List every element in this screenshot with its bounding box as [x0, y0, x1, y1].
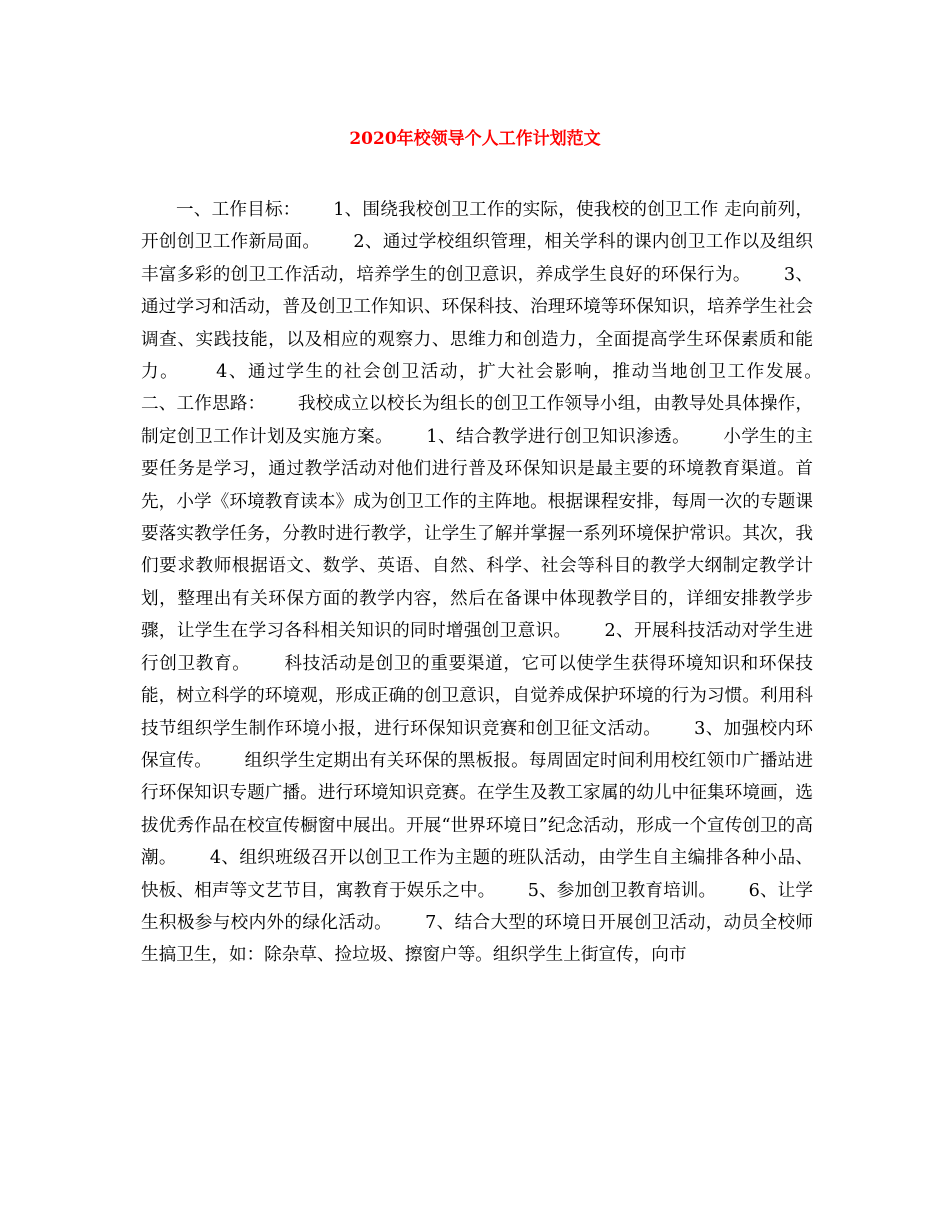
document-title: 2020年校领导个人工作计划范文 — [349, 129, 601, 149]
document-body: 一、工作目标： 1、围绕我校创卫工作的实际，使我校的创卫工作 走向前列，开创创卫工作新局面。 2、通过学校组织管理，相关学科的课内创卫工作以及组织丰富多彩的创卫工作活动，培养学生的创卫意识，养成学生良好的环保行为。 3、通过学习和活动，普及创卫工作知识、环保科技、治理环境等环保知识，培养学生社会调查、实践技能，以及相应的观察力、思维力和创造力，全面提高学生环保素质和能力。 4、通过学生的社会创卫活动，扩大社会影响，推动当地创卫工作发展。 二、工作思路： 我校成立以校长为组长的创卫工作领导小组，由教导处具体操作，制定创卫工作计划及实施方案。 1、结合教学进行创卫知识渗透。 小学生的主要任务是学习，通过教学活动对他们进行普及环保知识是最主要的环境教育渠道。首先，小学《环境教育读本》成为创卫工作的主阵地。根据课程安排，每周一次的专题课要落实教学任务，分教时进行教学，让学生了解并掌握一系列环境保护常识。其次，我们要求教师根据语文、数学、英语、自然、科学、社会等科目的教学大纲制定教学计划，整理出有关环保方面的教学内容，然后在备课中体现教学目的，详细安排教学步骤，让学生在学习各科相关知识的同时增强创卫意识。 2、开展科技活动对学生进行创卫教育。 科技活动是创卫的重要渠道，它可以使学生获得环境知识和环保技能，树立科学的环境观，形成正确的创卫意识，自觉养成保护环境的行为习惯。利用科技节组织学生制作环境小报，进行环保知识竞赛和创卫征文活动。 3、加强校内环保宣传。 组织学生定期出有关环保的黑板报。每周固定时间利用校红领巾广播站进行环保知识专题广播。进行环境知识竞赛。在学生及教工家属的幼儿中征集环境画，选拔优秀作品在校宣传橱窗中展出。开展“世界环境日”纪念活动，形成一个宣传创卫的高潮。 4、组织班级召开以创卫工作为主题的班队活动，由学生自主编排各种小品、快板、相声等文艺节目，寓教育于娱乐之中。 5、参加创卫教育培训。 6、让学生积极参与校内外的绿化活动。 7、结合大型的环境日开展创卫活动，动员全校师生搞卫生，如：除杂草、捡垃圾、擦窗户等。组织学生上街宣传，向市 — [141, 200, 854, 966]
